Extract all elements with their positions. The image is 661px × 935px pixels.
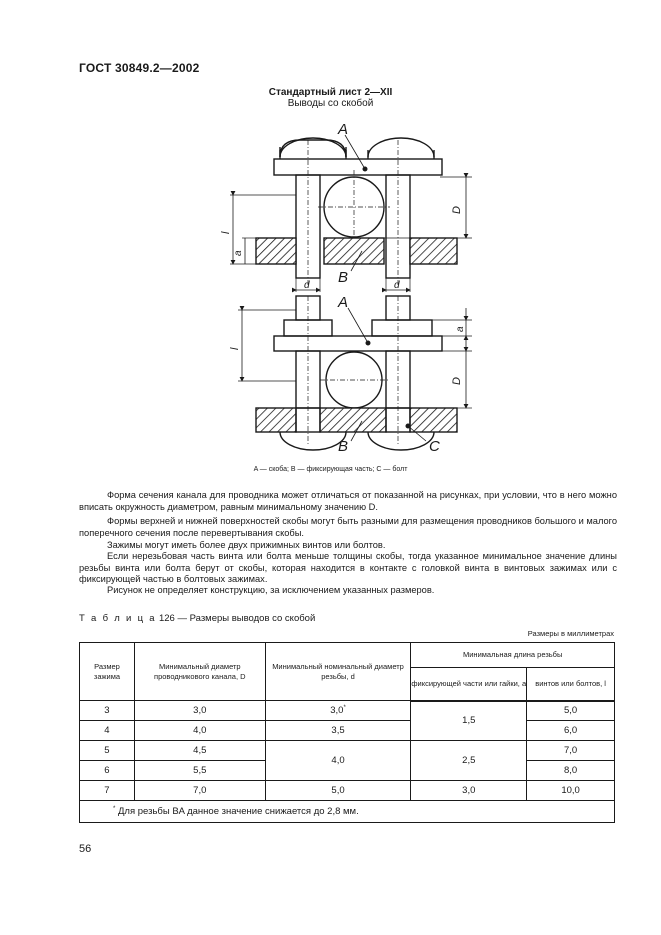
table-footnote-row: * Для резьбы BA данное значение снижается до 2,8 мм. bbox=[80, 801, 615, 823]
table-title: Т а б л и ц а 126 — Размеры выводов со скобой bbox=[79, 613, 316, 624]
label-c: C bbox=[429, 438, 440, 455]
figure-caption: A — скоба; B — фиксирующая часть; C — болт bbox=[253, 466, 408, 473]
standard-header: ГОСТ 30849.2—2002 bbox=[79, 61, 200, 75]
nut-right bbox=[372, 320, 432, 336]
paragraph-1: Форма сечения канала для проводника может отличаться от показанной на рисунках, при условии, что в него можно вписать окружность диаметром, равным минимальному значению D. bbox=[79, 490, 617, 512]
bolt-head-bottom bbox=[368, 432, 434, 450]
screw-head-right-top bbox=[368, 138, 434, 157]
label-l-bottom: l bbox=[229, 347, 241, 350]
paragraph-3: Зажимы могут иметь более двух прижимных винтов или болтов. bbox=[107, 540, 386, 550]
label-l-top: l bbox=[220, 231, 232, 234]
sheet-subtitle: Выводы со скобой bbox=[287, 98, 374, 109]
sheet-title: Стандартный лист 2—XII bbox=[268, 87, 393, 98]
label-d-left-top: d bbox=[304, 280, 310, 291]
table-row: 6 5,5 8,0 bbox=[80, 761, 615, 781]
header-min-diameter: Минимальный диаметр проводникового канала, D bbox=[134, 643, 265, 701]
clamp-bar-bottom bbox=[274, 336, 442, 351]
label-D-bottom: D bbox=[451, 377, 463, 385]
header-screws-bolts: винтов или болтов, l bbox=[527, 668, 615, 701]
label-b-bottom: B bbox=[338, 438, 349, 455]
fixing-part-top-left bbox=[256, 238, 296, 264]
label-b-top: B bbox=[338, 269, 349, 286]
table-row: 4 4,0 3,5 6,0 bbox=[80, 721, 615, 741]
header-fixing-part: фиксирующей части или гайки, a bbox=[411, 668, 527, 701]
page-number: 56 bbox=[79, 843, 92, 855]
header-nominal-thread: Минимальный номинальный диаметр резьбы, d bbox=[265, 643, 411, 701]
screw-head-left-top bbox=[280, 140, 346, 157]
paragraph-2: Формы верхней и нижней поверхностей скобы могут быть разными для размещения проводников большого и малого поперечного сечения после перевертывания скобы. bbox=[79, 516, 617, 538]
label-d-right-top: d bbox=[394, 280, 400, 291]
label-a-dim-top: a bbox=[233, 250, 244, 256]
table-row: 3 3,0 3,0* 1,5 5,0 bbox=[80, 701, 615, 721]
label-a-dim-bottom: a bbox=[455, 326, 466, 332]
dimensions-table bbox=[79, 642, 615, 823]
label-a-top: A bbox=[338, 121, 349, 138]
label-D-top: D bbox=[451, 206, 463, 214]
table-row: 5 4,5 4,0 2,5 7,0 bbox=[80, 741, 615, 761]
paragraph-4: Если нерезьбовая часть винта или болта меньше толщины скобы, тогда указанное минимальное значение длины резьбы винта или болта берут от скобы, которая находится в контакте с головкой винта в винтовых зажимах или с фиксирующей частью в болтовых зажимах. bbox=[79, 551, 617, 584]
table-row: 7 7,0 5,0 3,0 10,0 bbox=[80, 781, 615, 801]
units-note: Размеры в миллиметрах bbox=[527, 629, 614, 638]
clamp-bar-top bbox=[274, 159, 442, 175]
label-a-bottom: A bbox=[338, 294, 349, 311]
clamp-drawing bbox=[200, 110, 480, 460]
header-thread-length: Минимальная длина резьбы bbox=[411, 643, 615, 668]
paragraph-5: Рисунок не определяет конструкцию, за исключением указанных размеров. bbox=[107, 585, 435, 595]
header-size: Размер зажима bbox=[80, 643, 135, 701]
